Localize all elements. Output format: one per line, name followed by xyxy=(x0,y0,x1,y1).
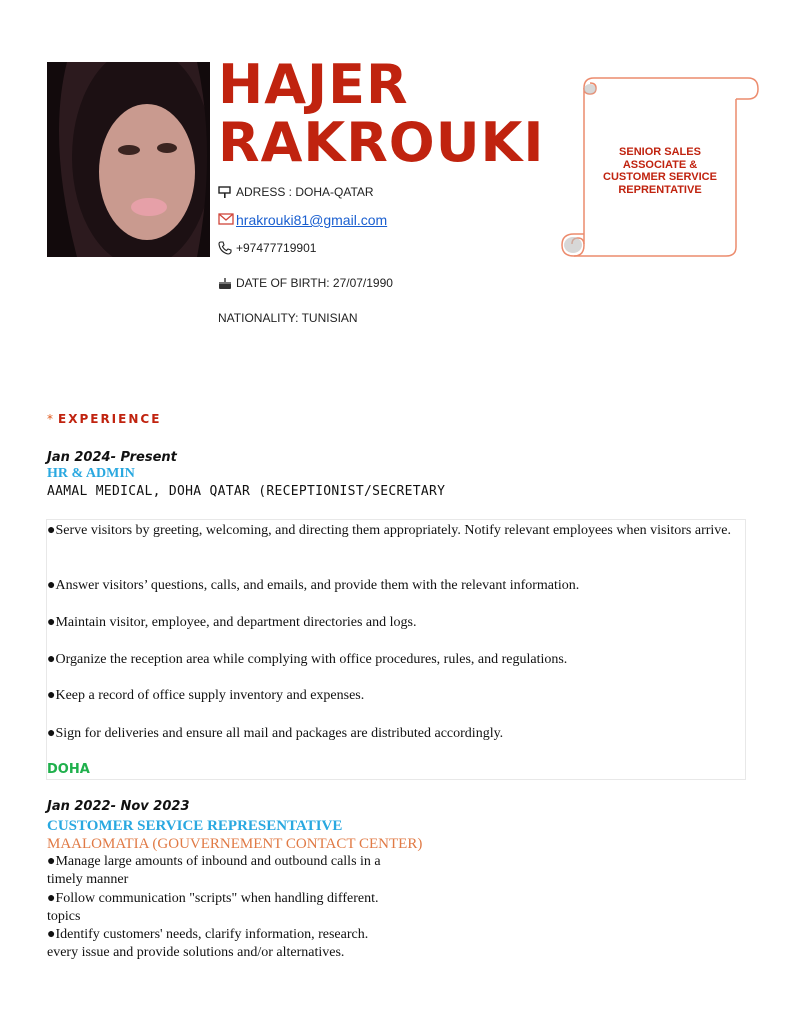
nationality-line xyxy=(218,311,358,325)
dob-text: DATE OF BIRTH: 27/07/1990 xyxy=(236,276,393,290)
job2-line-6: every issue and provide solutions and/or alternatives. xyxy=(47,945,345,961)
signpost-icon xyxy=(218,185,232,199)
job2-line-5: ●Identify customers' needs, clarify information, research. xyxy=(47,927,369,943)
dob-line xyxy=(218,276,393,290)
nationality-text: NATIONALITY: TUNISIAN xyxy=(218,311,358,325)
email-line xyxy=(218,212,387,228)
job2-line-4: topics xyxy=(47,908,81,924)
job1-bullet-5: ●Keep a record of office supply inventory and expenses. xyxy=(47,688,365,703)
phone-line xyxy=(218,241,316,255)
full-name xyxy=(218,53,545,174)
job1-location: DOHA xyxy=(47,762,90,777)
title-banner-text: SENIOR SALES ASSOCIATE & CUSTOMER SERVICE REPRENTATIVE xyxy=(603,146,717,196)
job2-line-2: timely manner xyxy=(47,872,129,888)
job1-bullet-4: ●Organize the reception area while complying with office procedures, rules, and regulations. xyxy=(47,652,568,667)
job1-bullet-1: ●Serve visitors by greeting, welcoming, and directing them appropriately. Notify relevant employees when visitors arrive. xyxy=(47,523,732,538)
last-name: RAKROUKI xyxy=(218,111,545,174)
phone-text: +97477719901 xyxy=(236,241,317,255)
job2-line-3: ●Follow communication "scripts" when handling different. xyxy=(47,890,379,906)
experience-heading-text: EXPERIENCE xyxy=(58,412,162,426)
first-name: HAJER xyxy=(218,53,409,116)
job2-duties xyxy=(47,853,447,963)
address-text: ADRESS : DOHA-QATAR xyxy=(236,185,374,199)
cake-icon xyxy=(218,276,232,290)
job1-role: HR & ADMIN xyxy=(47,466,135,481)
job1-date: Jan 2024- Present xyxy=(47,450,177,465)
envelope-icon xyxy=(218,213,232,227)
job1-company: AAMAL MEDICAL, DOHA QATAR (RECEPTIONIST/SECRETARY xyxy=(47,484,446,499)
email-link[interactable]: hrakrouki81@gmail.com xyxy=(236,212,388,228)
job2-company: MAALOMATIA (GOUVERNEMENT CONTACT CENTER) xyxy=(47,836,423,852)
profile-photo xyxy=(47,62,210,257)
phone-icon xyxy=(218,241,232,255)
job1-bullet-6: ●Sign for deliveries and ensure all mail and packages are distributed accordingly. xyxy=(47,726,504,741)
job1-bullet-2: ●Answer visitors’ questions, calls, and emails, and provide them with the relevant information. xyxy=(47,578,580,593)
star-marker: * xyxy=(47,412,55,426)
job2-date: Jan 2022- Nov 2023 xyxy=(47,799,190,814)
job2-role: CUSTOMER SERVICE REPRESENTATIVE xyxy=(47,818,343,834)
job2-line-1: ●Manage large amounts of inbound and outbound calls in a xyxy=(47,854,381,869)
job1-bullet-3: ●Maintain visitor, employee, and department directories and logs. xyxy=(47,615,417,630)
address-line xyxy=(218,185,374,199)
experience-heading xyxy=(47,412,161,426)
